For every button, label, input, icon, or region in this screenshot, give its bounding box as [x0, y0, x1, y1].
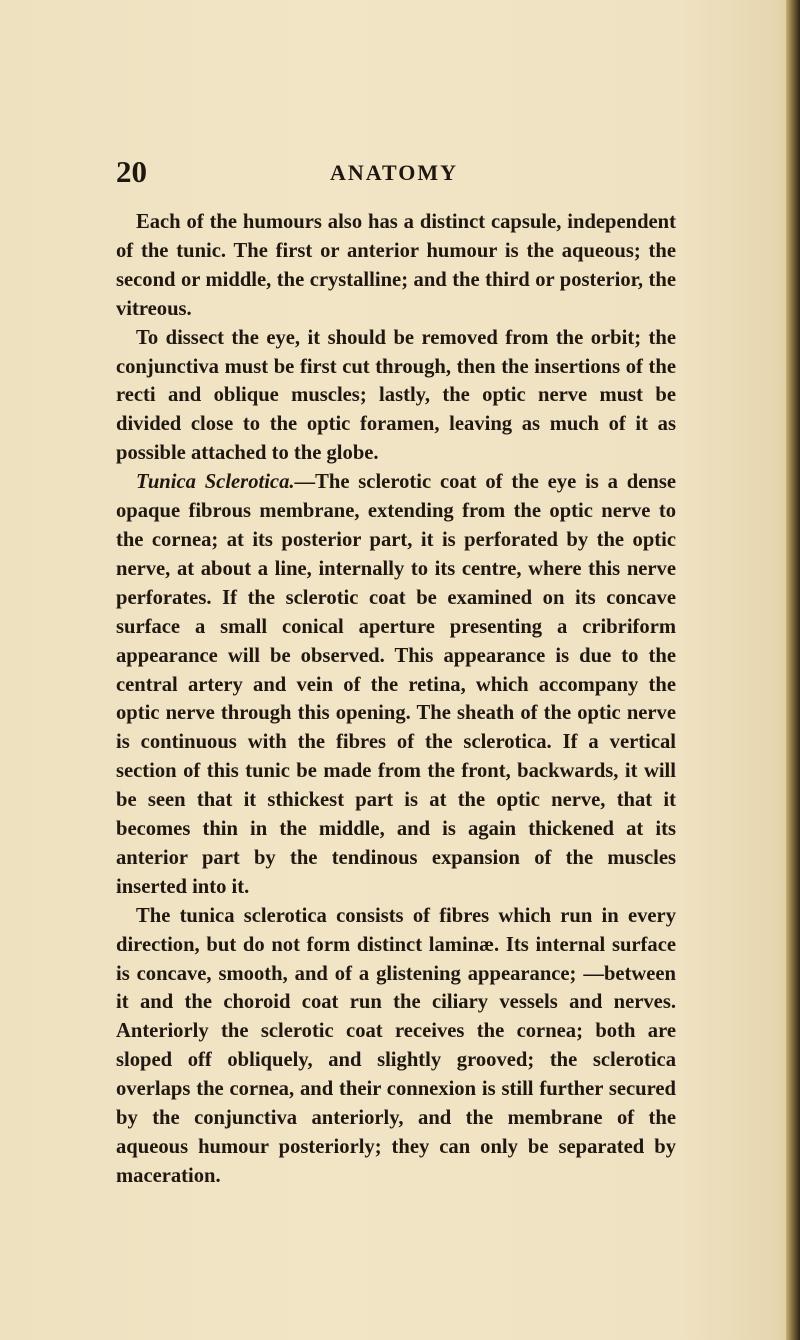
paragraph-text: The tunica sclerotica consists of fibres which run in every direction, but do not form distinct laminæ. Its internal surface is concave, smooth, and of a glistening appearance; —between it and the choroid coat run the ciliary vessels and nerves. Anteriorly the sclerotic coat receives the cornea; both are sloped off obliquely, and slightly grooved; the sclerotica overlaps the cornea, and their connexion is still further secured by the conjunctiva anteriorly, and the membrane of the aqueous humour posteriorly; they can only be separated by maceration.	[116, 904, 676, 1187]
paragraph-text: To dissect the eye, it should be removed from the orbit; the conjunctiva must be first cut through, then the insertions of the recti and oblique muscles; lastly, the optic nerve must be divided close to the optic foramen, leaving as much of it as possible attached to the globe.	[116, 326, 676, 465]
page-header	[116, 154, 672, 190]
paragraph	[116, 468, 676, 902]
paragraph-text: —The sclerotic coat of the eye is a dense opaque fibrous membrane, extending from the optic nerve to the cornea; at its posterior part, it is perforated by the optic nerve, at about a line, internally to its centre, where this nerve perforates. If the sclerotic coat be examined on its concave surface a small conical aperture presenting a cribriform appearance will be observed. This appearance is due to the central artery and vein of the retina, which accompany the optic nerve through this opening. The sheath of the optic nerve is continuous with the fibres of the sclerotica. If a vertical section of this tunic be made from the front, backwards, it will be seen that it sthickest part is at the optic nerve, that it becomes thin in the middle, and is again thickened at its anterior part by the tendinous expansion of the muscles inserted into it.	[116, 471, 676, 898]
running-head: ANATOMY	[329, 160, 459, 185]
paragraph-text: Each of the humours also has a distinct capsule, independent of the tunic. The first or anterior humour is the aqueous; the second or middle, the crystalline; and the third or posterior, the vitreous.	[116, 211, 676, 320]
paragraph	[116, 324, 676, 469]
paragraph	[116, 208, 676, 324]
page-edge-shadow	[786, 0, 800, 1340]
paragraph	[116, 902, 676, 1191]
page-number: 20	[116, 154, 147, 189]
section-heading: Tunica Sclerotica.	[136, 471, 295, 494]
body-text	[116, 208, 676, 1191]
